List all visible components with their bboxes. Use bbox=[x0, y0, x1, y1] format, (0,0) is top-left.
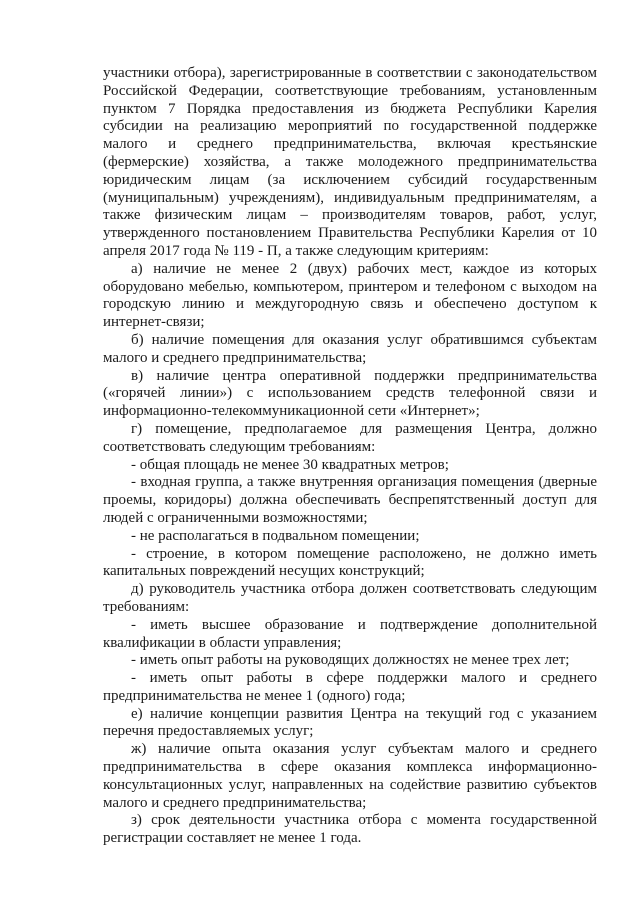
paragraph-intro: участники отбора), зарегистрированные в соответствии с законодательством Российской Федерации, соответствующие требованиям, установленным пунктом 7 Порядка предоставления из бюджета Республики Карелия субсидии на реализацию мероприятий по государственной поддержке малого и среднего предпринимательства, включая крестьянские (фермерские) хозяйства, а также молодежного предпринимательства юридическим лицам (за исключением субсидий государственным (муниципальным) учреждениям), индивидуальным предпринимателям, а также физическим лицам – производителям товаров, работ, услуг, утвержденного постановлением Правительства Республики Карелия от 10 апреля 2017 года № 119 - П, а также следующим критериям: bbox=[103, 65, 597, 259]
paragraph-criterion-a: а) наличие не менее 2 (двух) рабочих мест, каждое из которых оборудовано мебелью, компьютером, принтером и телефоном с выходом на городскую линию и междугородную связь и обеспечено доступом к интернет-связи; bbox=[103, 260, 597, 331]
paragraph-req-management-experience: - иметь опыт работы на руководящих должностях не менее трех лет; bbox=[131, 652, 570, 669]
document-body bbox=[103, 65, 597, 848]
paragraph-criterion-g: г) помещение, предполагаемое для размещения Центра, должно соответствовать следующим требованиям: bbox=[103, 420, 597, 455]
paragraph-req-structure: - строение, в котором помещение расположено, не должно иметь капитальных повреждений несущих конструкций; bbox=[103, 545, 597, 580]
paragraph-criterion-b: б) наличие помещения для оказания услуг обратившимся субъектам малого и среднего предпринимательства; bbox=[103, 331, 597, 366]
paragraph-req-education: - иметь высшее образование и подтверждение дополнительной квалификации в области управления; bbox=[103, 616, 597, 651]
paragraph-req-entrance: - входная группа, а также внутренняя организация помещения (дверные проемы, коридоры) должна обеспечивать беспрепятственный доступ для людей с ограниченными возможностями; bbox=[103, 474, 597, 526]
paragraph-criterion-zh: ж) наличие опыта оказания услуг субъектам малого и среднего предпринимательства в сфере оказания комплекса информационно-консультационных услуг, направленных на содействие развитию субъектов малого и среднего предпринимательства; bbox=[103, 741, 597, 811]
paragraph-criterion-d: д) руководитель участника отбора должен соответствовать следующим требованиям: bbox=[103, 581, 597, 615]
paragraph-req-support-experience: - иметь опыт работы в сфере поддержки малого и среднего предпринимательства не менее 1 (одного) года; bbox=[103, 670, 597, 704]
paragraph-criterion-v: в) наличие центра оперативной поддержки предпринимательства («горячей линии») с использованием средств телефонной связи и информационно-телекоммуникационной сети «Интернет»; bbox=[103, 367, 597, 420]
paragraph-criterion-z: з) срок деятельности участника отбора с момента государственной регистрации составляет не менее 1 года. bbox=[103, 812, 597, 847]
paragraph-req-basement: - не располагаться в подвальном помещении; bbox=[131, 527, 420, 544]
paragraph-req-area: - общая площадь не менее 30 квадратных метров; bbox=[131, 456, 449, 473]
paragraph-criterion-e: е) наличие концепции развития Центра на текущий год с указанием перечня предоставляемых услуг; bbox=[103, 705, 597, 740]
